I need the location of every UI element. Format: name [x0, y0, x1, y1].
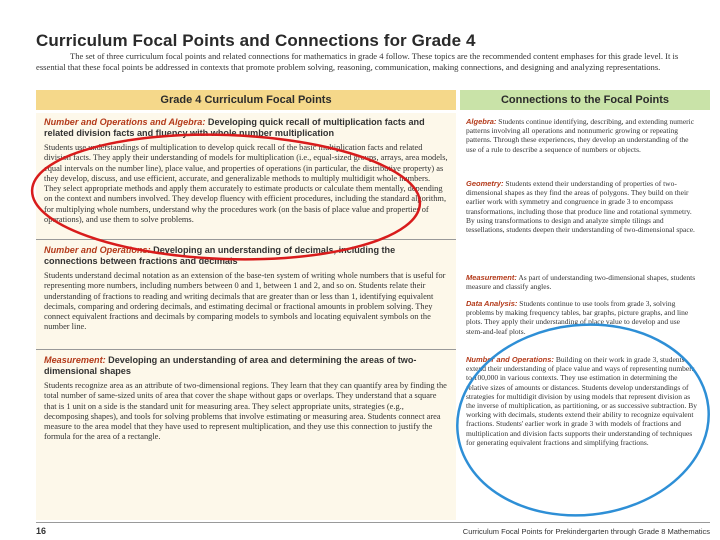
focal-points-header: Grade 4 Curriculum Focal Points: [36, 90, 456, 110]
focal-point-area: [44, 355, 448, 443]
focal-point-heading: [44, 245, 448, 267]
footer-book-title: Curriculum Focal Points for Prekindergarten through Grade 8 Mathematics: [462, 527, 710, 536]
connection-text: Building on their work in grade 3, students extend their understanding of place value and ways of representing numbers to 100,000 in various contexts. They use estimation in determining the relative sizes of amounts or distances. Students develop understandings of strategies for multidigit division by using models that represent division as the inverse of multiplication, as partitioning, or as successive subtraction. By working with decimals, students extend their ability to recognize equivalent fractions. Students' earlier work in grade 3 with models of fractions and multiplication and division facts supports their understanding of techniques for generating equivalent fractions and simplifying fractions.: [466, 355, 697, 447]
focal-point-decimals: [44, 245, 448, 333]
page-title: Curriculum Focal Points and Connections for Grade 4: [36, 31, 476, 50]
connection-text: Students continue to use tools from grade 3, solving problems by making frequency tables, bar graphs, picture graphs, and line plots. They apply their understanding of place value to develop and use stem-and-leaf plots.: [466, 299, 689, 336]
focal-point-multiplication: [44, 117, 448, 225]
focal-point-heading: [44, 117, 448, 139]
connections-column: [460, 113, 710, 520]
section-divider: [36, 239, 456, 240]
focal-point-label: Number and Operations:: [44, 245, 151, 255]
connection-data-analysis: [466, 299, 698, 336]
connection-algebra: [466, 117, 698, 154]
connection-text: Students extend their understanding of properties of two-dimensional shapes as they find the areas of polygons. They build on their earlier work with symmetry and congruence in grade 3 to encompass transformations, including those that produce line and rotational symmetry. By using transformations to design and analyze simple tilings and tessellations, students deepen their understanding of two-dimensional space.: [466, 179, 695, 235]
focal-point-body: Students recognize area as an attribute of two-dimensional regions. They learn that they can quantify area by finding the total number of same-sized units of area that cover the shape without gaps or overlaps. They understand that a square that is 1 unit on a side is the standard unit for measuring area. They select appropriate units, strategies (e.g., decomposing shapes), and tools for solving problems that involve estimating or measuring area. Students connect area measure to the area model that they have used to represent multiplication, and they use this connection to justify the formula for the area of a rectangle.: [44, 381, 447, 442]
connection-text: As part of understanding two-dimensional shapes, students measure and classify angles.: [466, 273, 696, 292]
focal-point-title: Developing quick recall of multiplication facts and related division facts and fluency with whole number multiplication: [44, 117, 425, 138]
focal-point-body: Students understand decimal notation as an extension of the base-ten system of writing whole numbers that is useful for representing more numbers, including numbers between 0 and 1, between 1 and 2, and so on. Students relate their understanding of fractions to reading and writing decimals that are greater than or less than 1, identifying equivalent decimals, comparing and ordering decimals, and estimating decimal or fractional amounts in problem solving. They connect equivalent fractions and decimals by comparing models to symbols and locating equivalent symbols on the number line.: [44, 271, 446, 332]
focal-point-title: Developing an understanding of area and determining the areas of two-dimensional shapes: [44, 355, 417, 376]
connection-geometry: [466, 179, 698, 234]
connection-label: Measurement:: [466, 273, 517, 282]
focal-point-label: Measurement:: [44, 355, 106, 365]
connection-label: Data Analysis:: [466, 299, 518, 308]
footer-divider: [36, 522, 710, 523]
connection-label: Algebra:: [466, 117, 497, 126]
focal-point-label: Number and Operations and Algebra:: [44, 117, 206, 127]
intro-paragraph: The set of three curriculum focal points and related connections for mathematics in grade 4 follow. These topics are the recommended content emphases for this grade level. It is essential that these focal points be addressed in contexts that promote problem solving, reasoning, communication, making connections, and designing and analyzing representations.: [36, 51, 679, 72]
focal-points-column: [36, 113, 456, 520]
focal-point-title: Developing an understanding of decimals, including the connections between fractions and decimals: [44, 245, 396, 266]
connection-number-operations: [466, 355, 698, 447]
page-number: 16: [36, 526, 47, 536]
section-divider: [36, 349, 456, 350]
connection-measurement: [466, 273, 698, 291]
connection-label: Geometry:: [466, 179, 504, 188]
focal-point-body: Students use understandings of multiplication to develop quick recall of the basic multiplication facts and related division facts. They apply their understanding of models for multiplication (i.e., equal-sized groups, arrays, area models, equal intervals on the number line), place value, and properties of operations (in particular, the distributive property) as they develop, discuss, and use efficient, accurate, and generalizable methods to multiply multidigit whole numbers. They select appropriate methods and apply them accurately to estimate products or calculate them mentally, depending on the context and numbers involved. They develop fluency with efficient procedures, including the standard algorithm, for multiplying whole numbers, understand why the procedures work (on the basis of place value and properties of operations), and use them to solve problems.: [44, 143, 448, 225]
connection-text: Students continue identifying, describing, and extending numeric patterns involving all operations and nonnumeric growing or repeating patterns. Through these experiences, they develop an understanding of the use of a rule to describe a sequence of numbers or objects.: [466, 117, 695, 154]
focal-point-heading: [44, 355, 448, 377]
connections-header: Connections to the Focal Points: [460, 90, 710, 110]
connection-label: Number and Operations:: [466, 355, 554, 364]
